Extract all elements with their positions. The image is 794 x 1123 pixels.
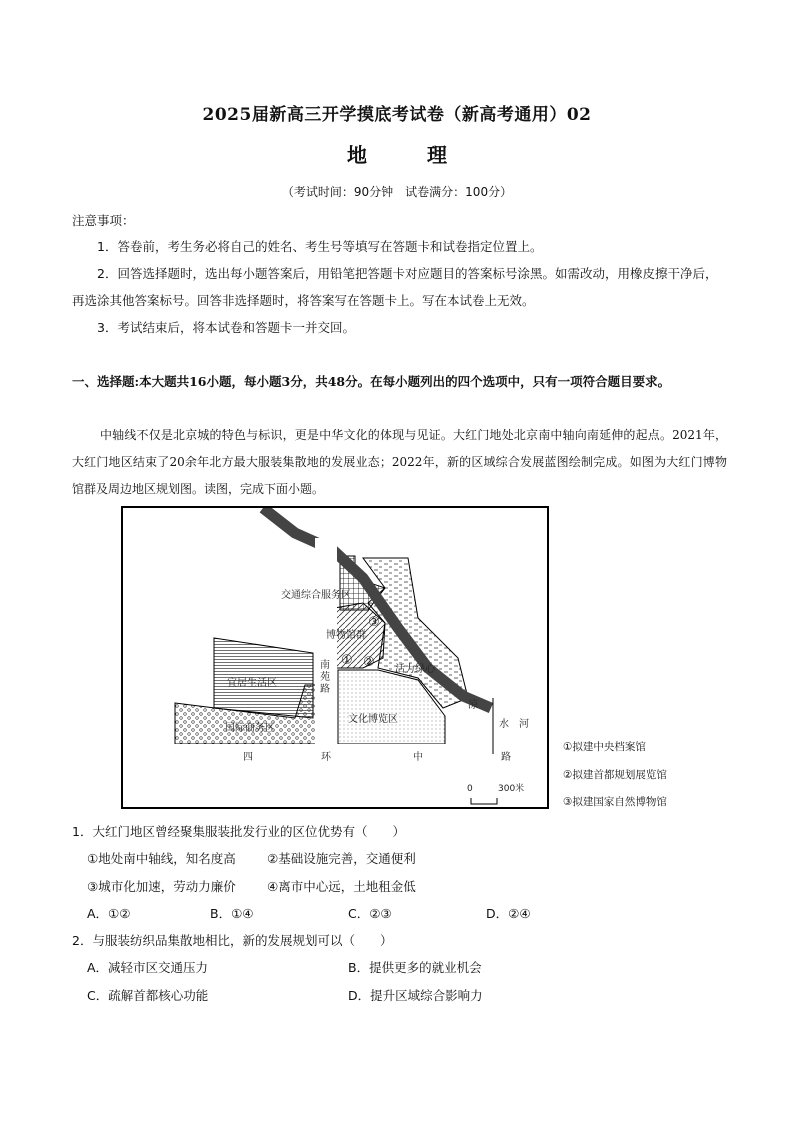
label-museum: 博物馆群 — [326, 630, 366, 641]
label-culture: 文化博览区 — [348, 714, 398, 725]
scale-end: 300米 — [498, 784, 525, 794]
label-river: 河 — [519, 719, 529, 730]
q2-option-d[interactable]: D．提升区域综合影响力 — [348, 988, 483, 1003]
notice-heading: 注意事项： — [72, 213, 135, 228]
label-road-nanyuan: 路 — [320, 684, 330, 695]
label-ring-road: 环 — [321, 752, 331, 763]
section-heading: 一、选择题:本大题共16小题，每小题3分，共48分。在每小题列出的四个选项中，只有一项符合题目要求。 — [72, 374, 671, 389]
question-1-stem: 1．大红门地区曾经聚集服装批发行业的区位优势有（ ） — [72, 824, 405, 839]
passage-text: 中轴线不仅是北京城的特色与标识，更是中华文化的体现与见证。大红门地处北京南中轴向南延伸的起点。2021年，大红门地区结束了20余年北方最大服装集散地的发展业态；2022年，新的区域综合发展蓝图绘制完成。如图为大红门博物馆群及周边地区规划图。读图，完成下面小题。 — [72, 428, 727, 496]
label-river: 水 — [499, 719, 509, 730]
q1-statement: ①地处南中轴线，知名度高 — [87, 851, 236, 866]
subject-char: 理 — [427, 143, 447, 167]
q1-statement: ②基础设施完善，交通便利 — [267, 851, 416, 866]
label-road-nanyuan: 苑 — [320, 672, 330, 683]
q2-option-c[interactable]: C．疏解首都核心功能 — [87, 988, 209, 1003]
planning-map-svg — [123, 508, 547, 807]
label-livable: 宜居生活区 — [227, 678, 277, 689]
label-ring-road: 路 — [501, 752, 511, 763]
label-traffic: 交通综合服务区 — [281, 590, 351, 601]
q2-option-a[interactable]: A．减轻市区交通压力 — [87, 960, 209, 975]
label-road-nanyuan: 南 — [320, 660, 330, 671]
exam-title: 2025届新高三开学摸底考试卷（新高考通用）02 — [202, 105, 592, 125]
notice-item: 2．回答选择题时，选出每小题答案后，用铅笔把答题卡对应题目的答案标号涂黑。如需改动，用橡皮擦干净后，再选涂其他答案标号。回答非选择题时，将答案写在答题卡上。写在本试卷上无效。 — [72, 266, 718, 308]
scale-bar — [467, 782, 524, 804]
marker-1: ① — [341, 653, 353, 668]
marker-2: ② — [363, 655, 375, 670]
exam-time-info: （考试时间：90分钟 试卷满分：100分） — [281, 185, 513, 199]
planning-map — [121, 506, 549, 809]
q1-statement: ④离市中心远，土地租金低 — [267, 879, 416, 894]
notice-item: 3．考试结束后，将本试卷和答题卡一并交回。 — [97, 320, 355, 335]
q1-option-d[interactable]: D．②④ — [486, 906, 531, 921]
q1-option-c[interactable]: C．②③ — [348, 906, 392, 921]
road-nanyuan — [315, 538, 337, 748]
question-2-stem: 2．与服装纺织品集散地相比，新的发展规划可以（ ） — [72, 933, 393, 948]
legend-item: ①拟建中央档案馆 — [563, 741, 646, 753]
q2-option-b[interactable]: B．提供更多的就业机会 — [348, 960, 482, 975]
q1-option-a[interactable]: A．①② — [87, 906, 131, 921]
q1-statement: ③城市化加速，劳动力廉价 — [87, 879, 236, 894]
subject-char: 地 — [347, 143, 367, 167]
marker-3: ③ — [368, 615, 380, 630]
q1-option-b[interactable]: B．①④ — [210, 906, 254, 921]
legend-item: ③拟建国家自然博物馆 — [563, 796, 667, 808]
subject-title — [0, 139, 794, 168]
label-business: 国际商务区 — [225, 723, 275, 734]
reading-passage — [72, 422, 727, 503]
scale-zero: 0 — [467, 784, 473, 794]
label-ring-road: 四 — [243, 752, 253, 763]
label-river: 凉 — [468, 700, 478, 711]
label-ring-road: 中 — [413, 752, 423, 763]
notice-list — [72, 233, 727, 341]
notice-item: 1．答卷前，考生务必将自己的姓名、考生号等填写在答题卡和试卷指定位置上。 — [97, 239, 543, 254]
legend-item: ②拟建首都规划展览馆 — [563, 769, 667, 781]
label-vitality: 活力绿心 — [395, 664, 435, 675]
